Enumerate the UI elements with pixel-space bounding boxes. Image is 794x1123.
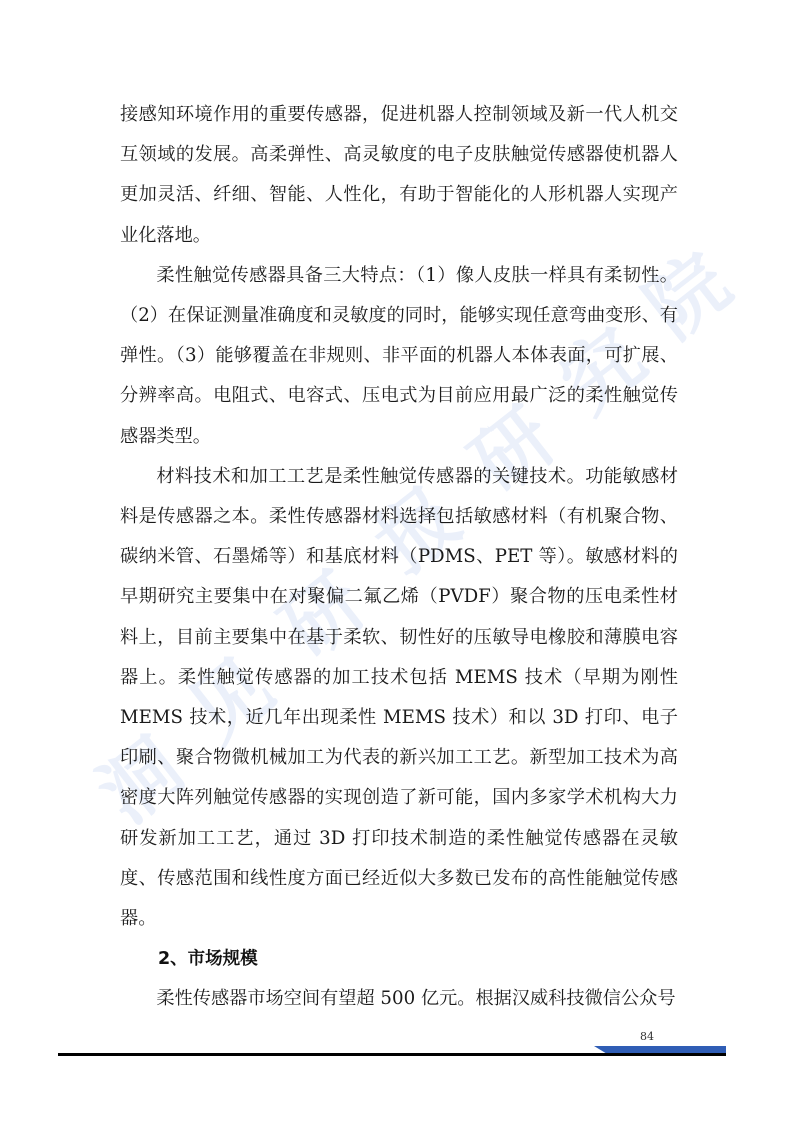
watermark-char: 报 xyxy=(359,472,477,591)
watermark-char: 洞 xyxy=(82,722,200,841)
footer-rule xyxy=(58,1053,726,1056)
watermark-char: 院 xyxy=(629,237,747,356)
watermark-char: 见 xyxy=(172,642,290,761)
page-number: 84 xyxy=(640,1030,654,1043)
paragraph-materials: 材料技术和加工工艺是柔性触觉传感器的关键技术。功能敏感材料是传感器之本。柔性传感器材料选择包括敏感材料（有机聚合物、碳纳米管、石墨烯等）和基底材料（PDMS、PET 等）。敏感材料的早期研究主要集中在对聚偏二氟乙烯（PVDF）聚合物的压电柔性材料上，目前主要集中在基于柔软、韧性好的压敏导电橡胶和薄膜电容器上。柔性触觉传感器的加工技术包括 MEMS 技术（早期为刚性 MEMS 技术，近几年出现柔性 MEMS 技术）和以 3D 打印、电子印刷、聚合物微机械加工为代表的新兴加工工艺。新型加工技术为高密度大阵列触觉传感器的实现创造了新可能，国内多家学术机构大力研发新加工工艺，通过 3D 打印技术制造的柔性触觉传感器在灵敏度、传感范围和线性度方面已经近似大多数已发布的高性能触觉传感器。 xyxy=(120,465,678,930)
document-body xyxy=(120,95,678,1019)
paragraph-features: 柔性触觉传感器具备三大特点：（1）像人皮肤一样具有柔韧性。（2）在保证测量准确度和灵敏度的同时，能够实现任意弯曲变形、有弹性。（3）能够覆盖在非规则、非平面的机器人本体表面，可扩展、分辨率高。电阻式、电容式、压电式为目前应用最广泛的柔性触觉传感器类型。 xyxy=(120,264,678,447)
watermark-char: 研 xyxy=(454,392,572,511)
section-heading: 2、市场规模 xyxy=(158,949,258,970)
paragraph-continued: 接感知环境作用的重要传感器，促进机器人控制领域及新一代人机交互领域的发展。高柔弹性、高灵敏度的电子皮肤触觉传感器使机器人更加灵活、纤细、智能、人性化，有助于智能化的人形机器人实现产业化落地。 xyxy=(120,104,678,246)
watermark-char: 究 xyxy=(544,312,662,431)
watermark-char: 研 xyxy=(264,557,382,676)
paragraph-market: 柔性传感器市场空间有望超 500 亿元。根据汉威科技微信公众号 xyxy=(156,988,676,1010)
